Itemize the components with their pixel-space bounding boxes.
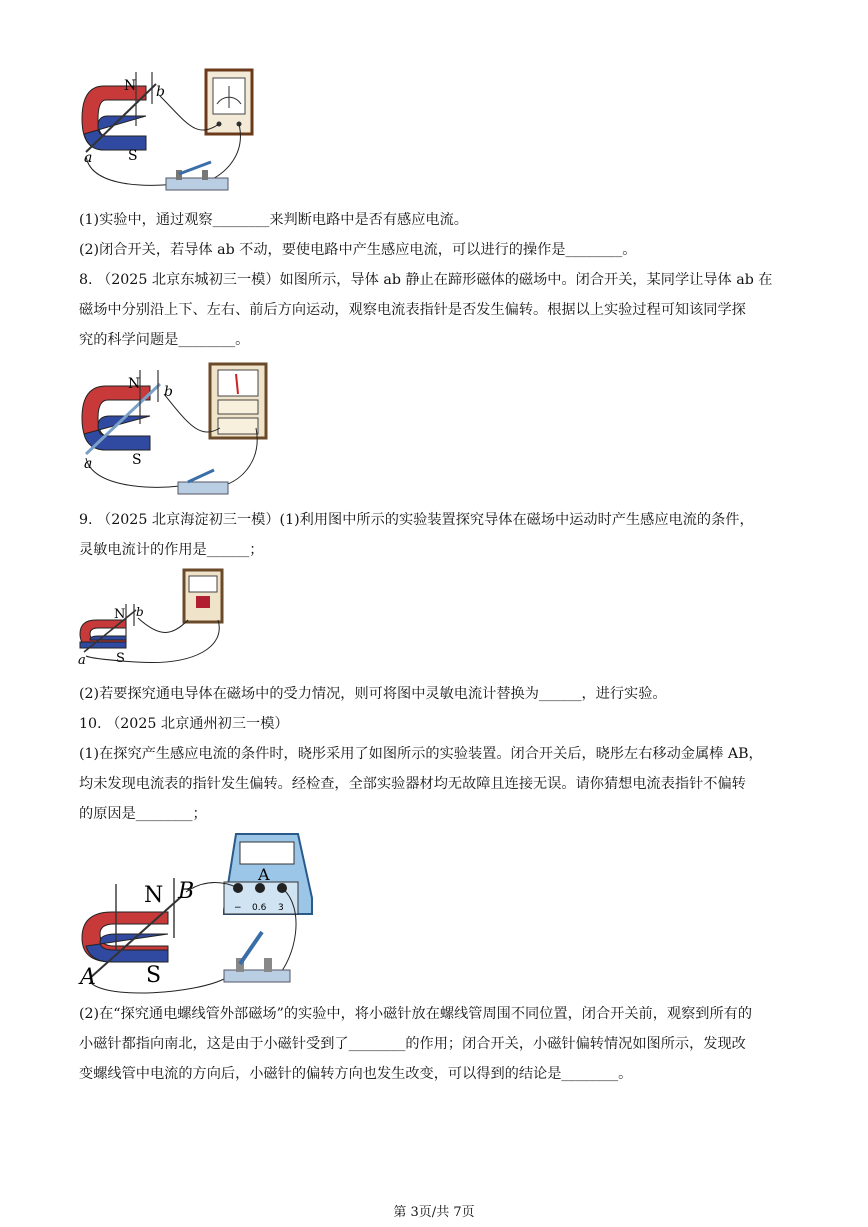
q10-line-1: (1)在探究产生感应电流的条件时，晓彤采用了如图所示的实验装置。闭合开关后，晓彤左右移动金属棒 AB， bbox=[79, 746, 763, 762]
page-footer: 第 3页/共 7页 bbox=[393, 1205, 475, 1220]
label-n: N bbox=[144, 883, 164, 908]
q9-line-2: 灵敏电流计的作用是______； bbox=[79, 542, 264, 558]
terminal-minus: − bbox=[234, 903, 242, 913]
figure-magnet-ammeter-2 bbox=[76, 358, 276, 500]
terminal-06: 0.6 bbox=[252, 903, 267, 913]
q10-line-5: 小磁针都指向南北，这是由于小磁针受到了________的作用；闭合开关，小磁针偏转情况如图所示，发现改 bbox=[79, 1036, 746, 1052]
label-b: b bbox=[136, 605, 144, 619]
q8-line-1: 8. （2025 北京东城初三一模）如图所示，导体 ab 静止在蹄形磁体的磁场中。闭合开关，某同学让导体 ab 在 bbox=[79, 272, 773, 288]
q8-line-2: 磁场中分别沿上下、左右、前后方向运动，观察电流表指针是否发生偏转。根据以上实验过程可知该同学探 bbox=[79, 302, 746, 318]
q10-line-6: 变螺线管中电流的方向后，小磁针的偏转方向也发生改变，可以得到的结论是________。 bbox=[79, 1066, 633, 1082]
label-a: a bbox=[78, 653, 86, 668]
label-s: S bbox=[132, 452, 142, 468]
q10-heading: 10. （2025 北京通州初三一模） bbox=[79, 716, 289, 732]
label-n: N bbox=[128, 376, 141, 392]
q7-line-1: (1)实验中，通过观察________来判断电路中是否有感应电流。 bbox=[79, 212, 468, 228]
label-a: a bbox=[84, 150, 93, 166]
q10-line-4: (2)在“探究通电螺线管外部磁场”的实验中，将小磁针放在螺线管周围不同位置，闭合开关前，观察到所有的 bbox=[79, 1006, 753, 1022]
label-a: A bbox=[80, 965, 96, 990]
figure-magnet-galvanometer-3 bbox=[76, 566, 236, 670]
q7-line-2: (2)闭合开关，若导体 ab 不动，要使电路中产生感应电流，可以进行的操作是________。 bbox=[79, 242, 637, 258]
label-b: B bbox=[178, 879, 195, 904]
figure-magnet-galvanometer-1 bbox=[76, 64, 266, 204]
label-b: b bbox=[156, 84, 165, 100]
label-s: S bbox=[146, 963, 162, 988]
terminal-3: 3 bbox=[278, 903, 284, 913]
figure-magnet-ammeter-4 bbox=[76, 828, 322, 998]
q8-line-3: 究的科学问题是________。 bbox=[79, 332, 250, 348]
label-s: S bbox=[128, 148, 138, 164]
label-s: S bbox=[116, 651, 125, 666]
q9-line-3: (2)若要探究通电导体在磁场中的受力情况，则可将图中灵敏电流计替换为______，进行实验。 bbox=[79, 686, 667, 702]
label-a: a bbox=[84, 456, 93, 472]
label-n: N bbox=[124, 78, 137, 94]
q10-line-2: 均未发现电流表的指针发生偏转。经检查，全部实验器材均无故障且连接无误。请你猜想电流表指针不偏转 bbox=[79, 776, 746, 792]
meter-letter: A bbox=[258, 865, 270, 884]
q9-line-1: 9. （2025 北京海淀初三一模）(1)利用图中所示的实验装置探究导体在磁场中运动时产生感应电流的条件， bbox=[79, 512, 754, 528]
q10-line-3: 的原因是________； bbox=[79, 806, 207, 822]
label-n: N bbox=[114, 607, 126, 622]
label-b: b bbox=[164, 384, 173, 400]
